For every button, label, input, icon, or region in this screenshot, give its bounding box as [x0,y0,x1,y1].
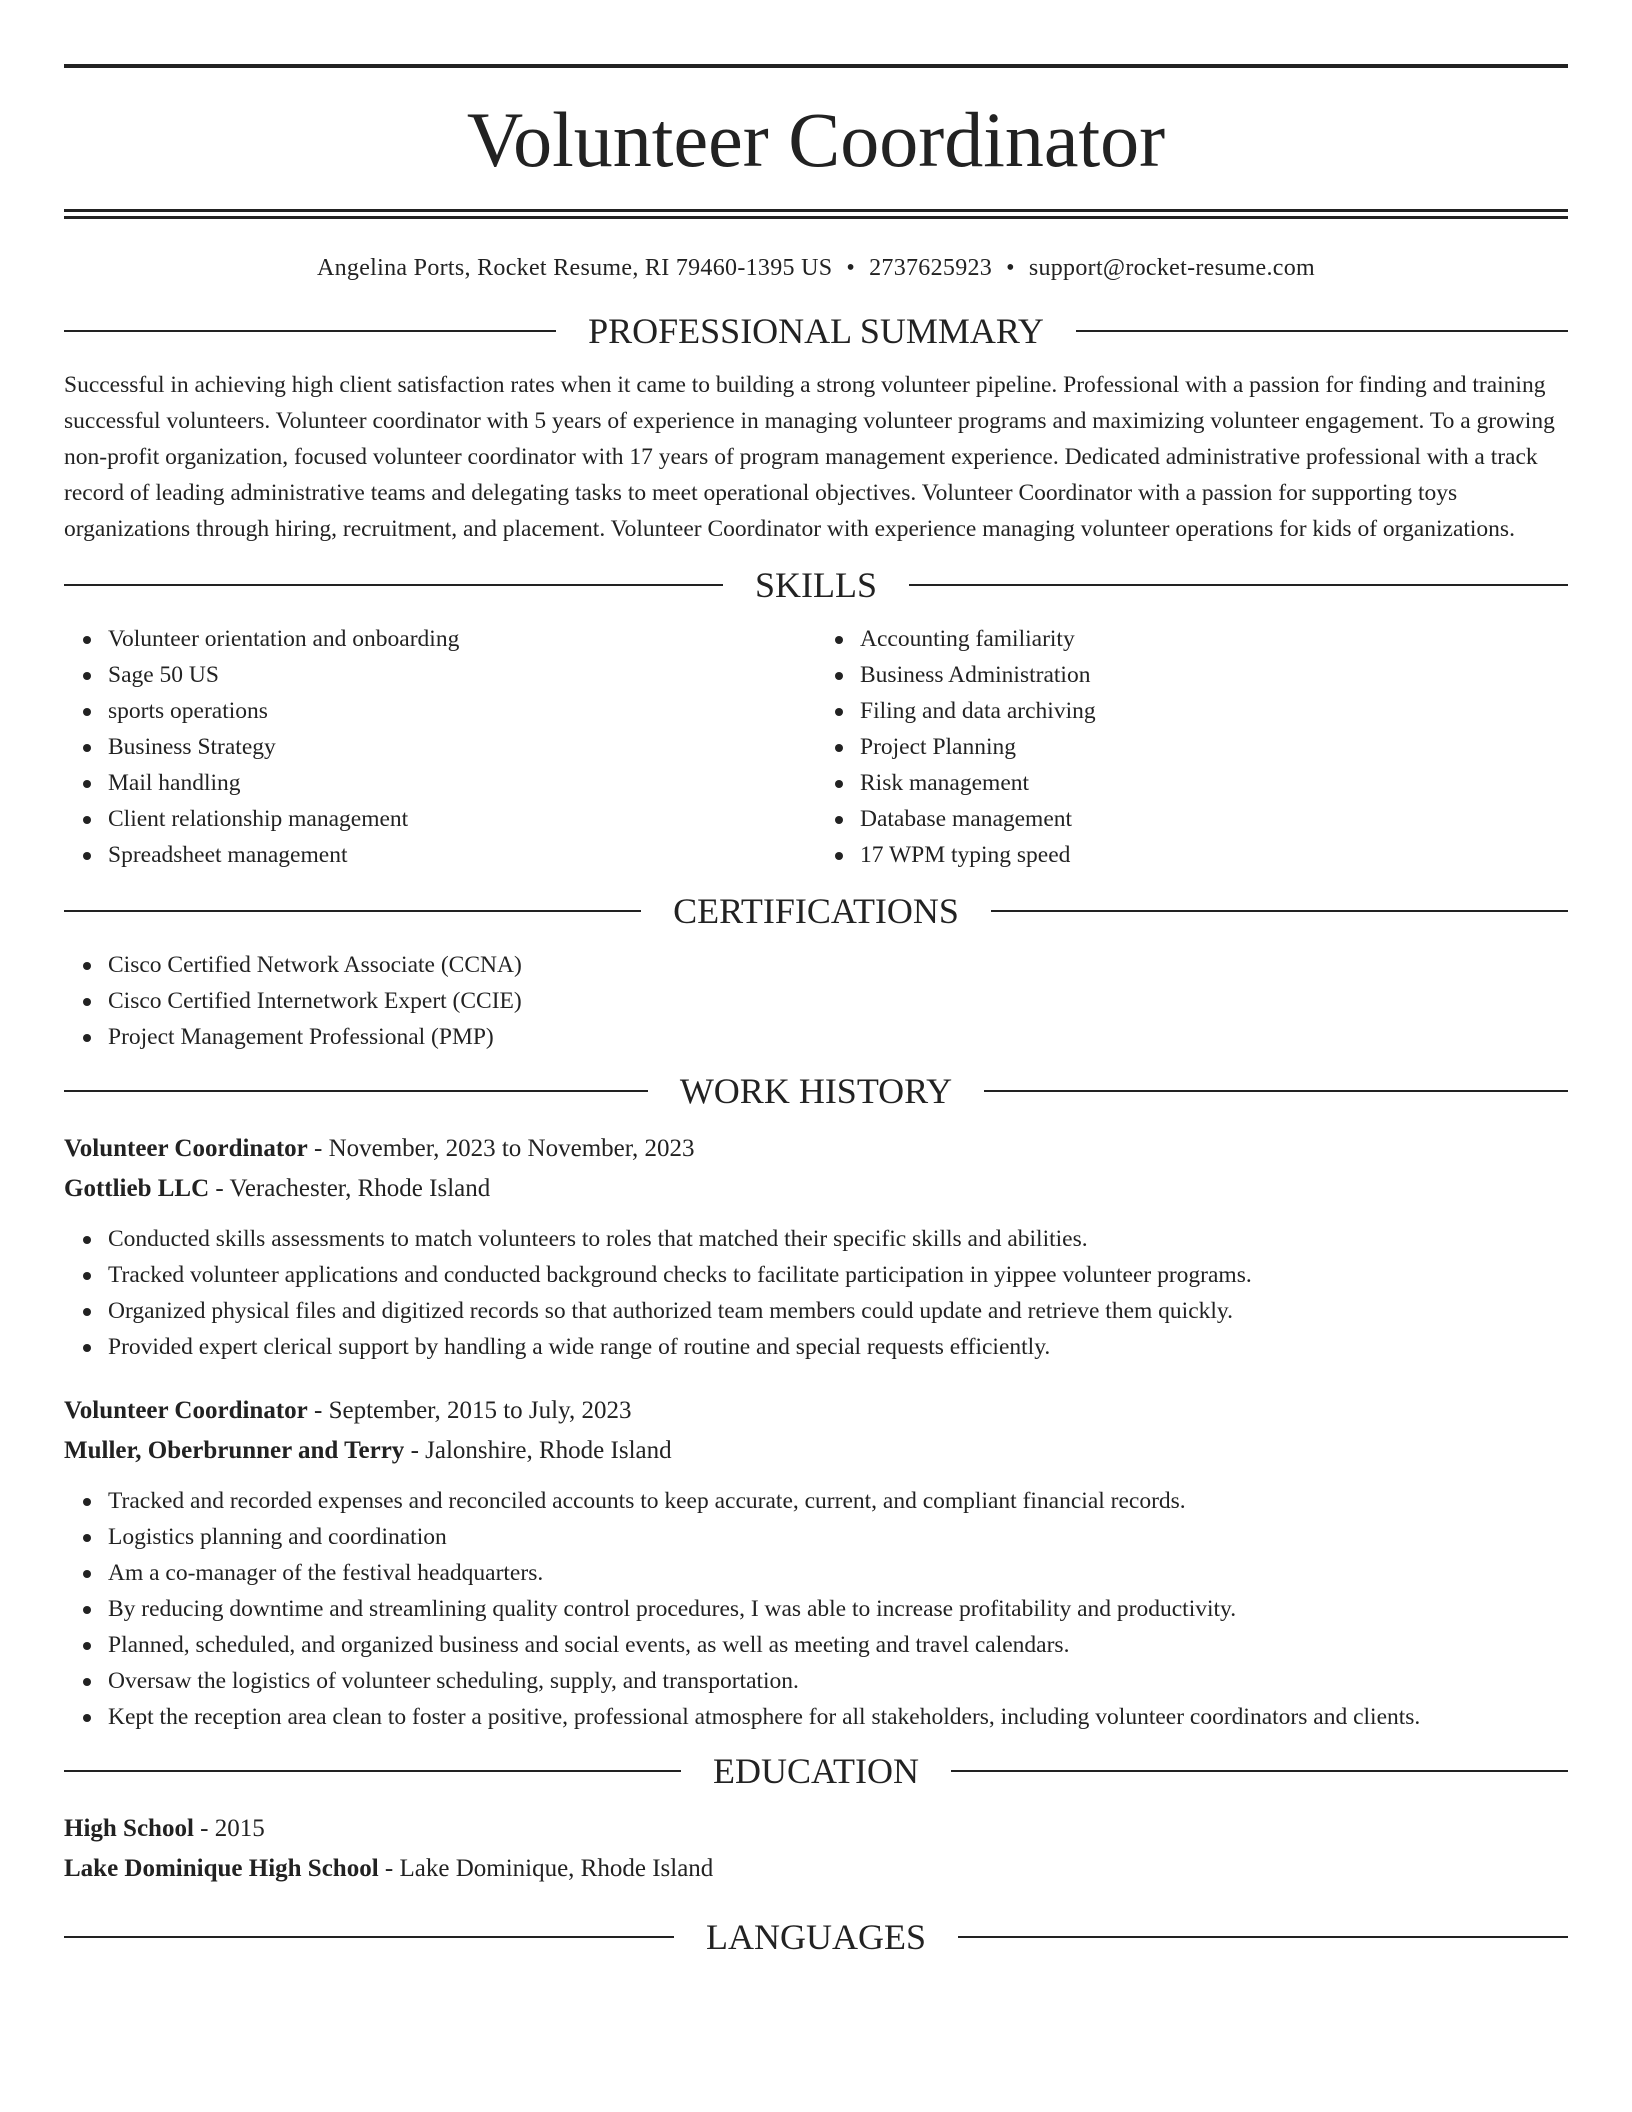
job-bullet: Planned, scheduled, and organized business and social events, as well as meeting and travel calendars. [108,1627,1568,1663]
skills-list [64,621,1568,873]
certification-item: Cisco Certified Internetwork Expert (CCIE) [108,983,1568,1019]
education-heading-label: EDUCATION [713,1751,919,1791]
summary-section-heading [64,307,1568,355]
skills-column-right [816,621,1568,873]
job-title: Volunteer Coordinator [64,1397,308,1424]
education-section-heading [64,1747,1568,1795]
top-rule [64,64,1568,68]
languages-section-heading [64,1913,1568,1961]
job-bullet: Provided expert clerical support by handling a wide range of routine and special requests efficiently. [108,1329,1568,1365]
skill-item: Filing and data archiving [860,693,1568,729]
certification-item: Project Management Professional (PMP) [108,1019,1568,1055]
education-year: - 2015 [193,1815,265,1842]
job-location: - Verachester, Rhode Island [209,1175,491,1202]
contact-email: support@rocket-resume.com [1028,255,1315,281]
skill-item: sports operations [108,693,816,729]
skill-item: Accounting familiarity [860,621,1568,657]
job-company: Gottlieb LLC [64,1175,210,1202]
heading-rule [909,584,1568,586]
resume-page [64,64,1568,1961]
skill-item: Project Planning [860,729,1568,765]
skill-item: Business Strategy [108,729,816,765]
contact-line [64,253,1568,283]
skill-item: Volunteer orientation and onboarding [108,621,816,657]
job-bullets [64,1483,1568,1735]
heading-rule [64,1090,648,1092]
contact-phone: 2737625923 [869,255,993,281]
contact-separator: • [846,255,856,281]
heading-rule [984,1090,1568,1092]
heading-rule [958,1936,1568,1938]
job-dates: - September, 2015 to July, 2023 [307,1397,632,1424]
heading-rule [64,1936,674,1938]
skills-section-heading [64,561,1568,609]
education-degree-line [64,1809,1568,1849]
certifications-list [64,947,1568,1055]
job-company-line [64,1169,1568,1209]
job-title-line [64,1391,1568,1431]
heading-rule [64,584,723,586]
job-bullet: Oversaw the logistics of volunteer scheduling, supply, and transportation. [108,1663,1568,1699]
job-bullet: Tracked volunteer applications and conducted background checks to facilitate participation in yippee volunteer programs. [108,1257,1568,1293]
heading-rule [1076,330,1568,332]
certifications-heading-label: CERTIFICATIONS [673,891,959,931]
job-title-line [64,1129,1568,1169]
heading-rule [64,330,556,332]
job-bullet: Tracked and recorded expenses and reconciled accounts to keep accurate, current, and compliant financial records. [108,1483,1568,1519]
heading-rule [64,910,641,912]
job-bullet: Conducted skills assessments to match volunteers to roles that matched their specific skills and abilities. [108,1221,1568,1257]
contact-separator: • [1006,255,1015,281]
work-history-heading-label: WORK HISTORY [679,1071,953,1111]
job-dates: - November, 2023 to November, 2023 [307,1135,695,1162]
job-bullet: By reducing downtime and streamlining quality control procedures, I was able to increase profitability and productivity. [108,1591,1568,1627]
skill-item: 17 WPM typing speed [860,837,1568,873]
job-bullet: Am a co-manager of the festival headquarters. [108,1555,1568,1591]
skills-column-left [64,621,816,873]
education-school-line [64,1849,1568,1889]
job-bullet: Kept the reception area clean to foster a positive, professional atmosphere for all stakeholders, including volunteer coordinators and clients. [108,1699,1568,1735]
certifications-section-heading [64,887,1568,935]
job-location: - Jalonshire, Rhode Island [404,1437,672,1464]
skill-item: Mail handling [108,765,816,801]
education-school: Lake Dominique High School [64,1855,379,1882]
skill-item: Client relationship management [108,801,816,837]
skill-item: Database management [860,801,1568,837]
job-bullets [64,1221,1568,1365]
heading-rule [64,1770,681,1772]
heading-rule [991,910,1568,912]
job-entry [64,1129,1568,1365]
skill-item: Sage 50 US [108,657,816,693]
summary-heading-label: PROFESSIONAL SUMMARY [588,311,1044,351]
job-entry [64,1391,1568,1735]
skill-item: Spreadsheet management [108,837,816,873]
skill-item: Business Administration [860,657,1568,693]
work-history-section-heading [64,1067,1568,1115]
education-location: - Lake Dominique, Rhode Island [378,1855,714,1882]
title-double-rule [64,209,1568,219]
job-bullet: Organized physical files and digitized records so that authorized team members could update and retrieve them quickly. [108,1293,1568,1329]
certification-item: Cisco Certified Network Associate (CCNA) [108,947,1568,983]
resume-title: Volunteer Coordinator [466,96,1166,183]
skills-heading-label: SKILLS [755,565,878,605]
education-degree: High School [64,1815,194,1842]
contact-address: Angelina Ports, Rocket Resume, RI 79460-1395 US [317,255,833,281]
education-entry [64,1809,1568,1889]
job-company-line [64,1431,1568,1471]
job-title: Volunteer Coordinator [64,1135,308,1162]
languages-heading-label: LANGUAGES [706,1917,926,1957]
job-company: Muller, Oberbrunner and Terry [64,1437,405,1464]
skill-item: Risk management [860,765,1568,801]
heading-rule [951,1770,1568,1772]
summary-text: Successful in achieving high client satisfaction rates when it came to building a strong volunteer pipeline. Professional with a passion for finding and training successful volunteers. Volunteer coordinator with 5 years of experience in managing volunteer programs and maximizing volunteer engagement. To a growing non-profit organization, focused volunteer coordinator with 17 years of program management experience. Dedicated administrative professional with a track record of leading administrative teams and delegating tasks to meet operational objectives. Volunteer Coordinator with a passion for supporting toys organizations through hiring, recruitment, and placement. Volunteer Coordinator with experience managing volunteer operations for kids of organizations. [64,372,1555,542]
job-bullet: Logistics planning and coordination [108,1519,1568,1555]
